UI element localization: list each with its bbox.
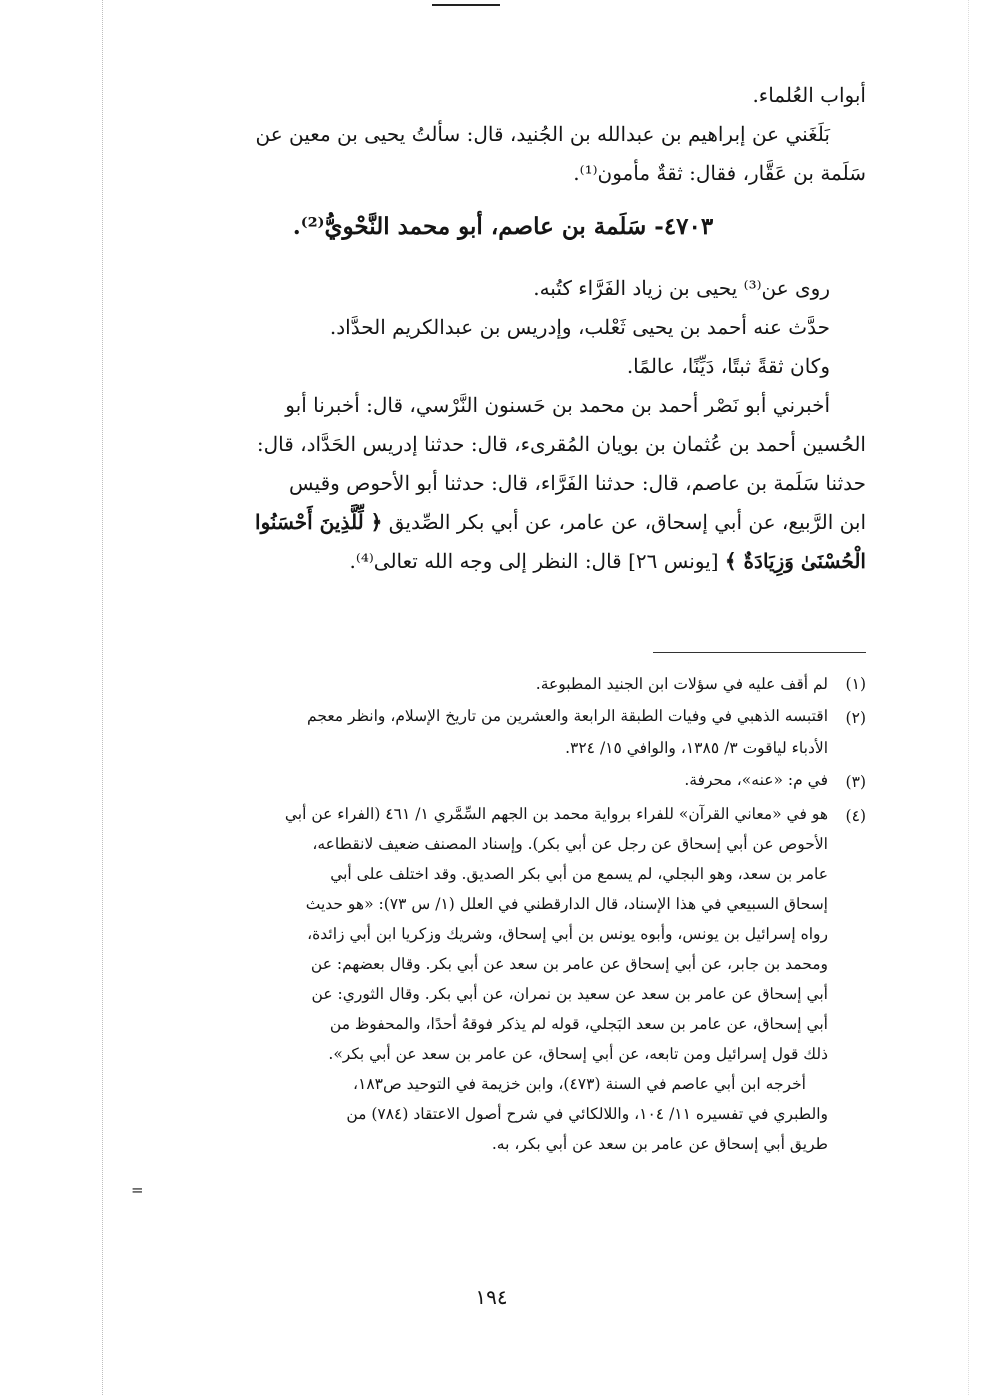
footnote-line: أخرجه ابن أبي عاصم في السنة (٤٧٣)، وابن خزيمة في التوحيد ص١٨٣، (353, 1075, 806, 1093)
entry-heading (140, 197, 866, 257)
footnote-line: رواه إسرائيل بن يونس، وأبوه يونس بن أبي إسحاق، وشريك وزكريا ابن أبي زائدة، (307, 925, 828, 943)
text-line: حدَّث عنه أحمد بن يحيى ثَعْلب، وإدريس بن عبدالكريم الحدَّاد. (329, 315, 830, 339)
footnote-continuation (140, 1069, 828, 1159)
text-line (140, 542, 866, 581)
footnote (140, 701, 866, 765)
footnote (140, 765, 866, 799)
footnote-body (140, 799, 828, 1069)
quran-verse-close: الْحُسْنَىٰ وَزِيَادَةٌ ﴾ (724, 549, 866, 573)
scan-edge-left (102, 0, 103, 1395)
footnote-line: الأدباء لياقوت ٣/ ١٣٨٥، والوافي ١٥/ ٣٢٤. (565, 739, 828, 757)
footnote-line: هو في «معاني القرآن» للفراء برواية محمد بن الجهم السِّمَّري ١/ ٤٦١ (الفراء عن أبي (284, 805, 828, 823)
footnote-number: (٤) (845, 807, 866, 825)
footnote-line: عامر بن سعد، وهو البجلي، لم يسمع من أبي بكر الصديق. وقد اختلف على أبي (330, 865, 828, 883)
footnote-line: أبي إسحاق عن عامر بن سعد عن سعيد بن نمران، عن أبي بكر. وقال الثوري: عن (311, 985, 828, 1003)
text-line (140, 503, 866, 542)
text-line: الحُسين أحمد بن عُثمان بن بويان المُقرىء، قال: حدثنا إدريس الحَدَّاد، قال: (256, 432, 866, 456)
footnote-line: الأحوص عن أبي إسحاق عن رجل عن أبي بكر). وإسناد المصنف ضعيف لانقطاعه، (312, 835, 828, 853)
text-line: سَلَمة بن عَقَّار، فقال: ثقةٌ مأمون⁽¹⁾. (573, 161, 866, 185)
top-rule (432, 4, 500, 6)
footnote-line: ومحمد بن جابر، عن أبي إسحاق عن عامر بن سعد عن أبي بكر. وقال بعضهم: عن (310, 955, 828, 973)
footnote (140, 799, 866, 1069)
footnote (140, 667, 866, 701)
text-line: روى عن⁽³⁾ يحيى بن زياد الفَرَّاء كتُبه. (533, 276, 830, 300)
continuation-mark: = (131, 1181, 144, 1199)
footnote-line: طريق أبي إسحاق عن عامر بن سعد عن أبي بكر، به. (491, 1135, 828, 1153)
footnote-number: (٢) (845, 709, 866, 727)
footnote-line: ذلك قول إسرائيل ومن تابعه، عن أبي إسحاق، عن عامر بن سعد عن أبي بكر». (328, 1045, 828, 1063)
entry-title: سَلَمة بن عاصم، أبو محمد النَّحْويُّ⁽²⁾. (292, 213, 647, 240)
quran-verse-open: ﴿ لِّلَّذِينَ أَحْسَنُوا (255, 510, 383, 534)
footnote-line: في م: «عنه»، محرفة. (684, 771, 828, 789)
footnote-body (140, 701, 828, 765)
footnotes (140, 667, 866, 1159)
footnote-line: إسحاق السبيعي في هذا الإسناد، قال الدارقطني في العلل (١/ س ٧٣): «هو حديث (305, 895, 828, 913)
footnote-number: (٣) (845, 773, 866, 791)
text-line: أخبرني أبو نَصْر أحمد بن محمد بن حَسنون النَّرْسي، قال: أخبرنا أبو (285, 393, 830, 417)
entry-number: ٤٧٠٣- (654, 213, 714, 240)
footnote-line: أبي إسحاق، عن عامر بن سعد البَجلي، قوله لم يذكر فوقهُ أحدًا، والمحفوظ من (329, 1015, 828, 1033)
main-text (140, 76, 866, 581)
text-line: حدثنا سَلَمة بن عاصم، قال: حدثنا الفَرَّاء، قال: حدثنا أبو الأحوص وقيس (289, 471, 866, 495)
footnote-body (140, 667, 828, 701)
scan-edge-right (968, 0, 969, 1395)
footnote-line: اقتبسه الذهبي في وفيات الطبقة الرابعة والعشرين من تاريخ الإسلام، وانظر معجم (307, 707, 828, 725)
text-line: بَلَغَني عن إبراهيم بن عبدالله بن الجُنيد، قال: سألتُ يحيى بن معين عن (255, 122, 830, 146)
text-line: وكان ثقةً ثبتًا، دَيِّنًا، عالمًا. (626, 354, 830, 378)
footnote-body (140, 765, 828, 795)
footnote-number: (١) (845, 675, 866, 693)
footnote-line: لم أقف عليه في سؤلات ابن الجنيد المطبوعة. (535, 675, 828, 693)
text-line: أبواب العُلماء. (752, 83, 866, 107)
text-segment: ابن الرَّبيع، عن أبي إسحاق، عن عامر، عن أبي بكر الصِّديق (388, 510, 866, 534)
footnote-separator (653, 652, 866, 653)
page-number: ١٩٤ (475, 1285, 508, 1309)
text-segment: [يونس ٢٦] قال: النظر إلى وجه الله تعالى⁽⁴⁾. (349, 549, 719, 573)
footnote-line: والطبري في تفسيره ١١/ ١٠٤، واللالكائي في شرح أصول الاعتقاد (٧٨٤) من (346, 1105, 828, 1123)
